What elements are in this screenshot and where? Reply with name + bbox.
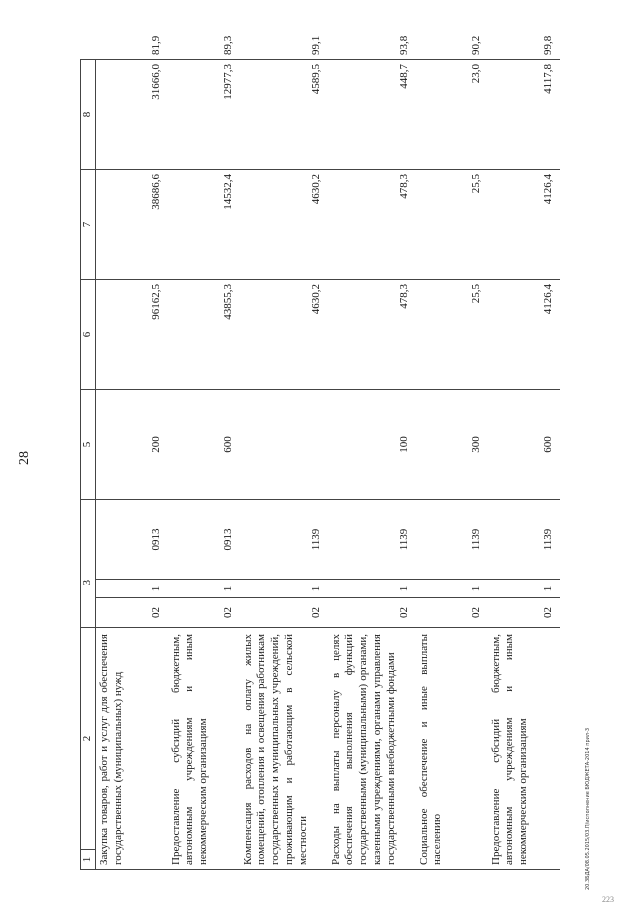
row-name-cell: Закупка товаров, работ и услуг для обеспечения государственных (муниципальных) нужд: [96, 628, 168, 870]
table-row: Предоставление субсидий бюджетным, автономным учреждениям и иным некоммерческим организациям 02 1 1139 600 4126,4 4126,4 4117,8 99,8: [488, 60, 560, 870]
row-name-cell: Предоставление субсидий бюджетным, автономным учреждениям и иным некоммерческим организациям: [168, 628, 240, 870]
row-subsection-code: 1: [328, 580, 416, 598]
row-section-code: 02: [416, 598, 488, 628]
table-row: Закупка товаров, работ и услуг для обеспечения государственных (муниципальных) нужд 02 1 0913 200 96162,5 38686,6 31666,0 81,9: [96, 60, 168, 870]
row-subsection-code: 1: [168, 580, 240, 598]
row-plan-value: 96162,5: [96, 280, 168, 390]
table-row: Компенсация расходов на оплату жилых помещений, отопления и освещения работникам государственных и муниципальных учреждений, проживающим и работающим в сельской местности 02 1 1139 4630,2 4630,2 4589,5 99,1: [240, 60, 328, 870]
row-plan-value: 478,3: [328, 280, 416, 390]
row-expense-type: 200: [96, 390, 168, 500]
header-col-6: 6: [81, 280, 96, 390]
row-executed-value: 4589,5: [240, 60, 328, 170]
row-target-code: 1139: [416, 500, 488, 580]
row-section-code: 02: [240, 598, 328, 628]
row-subsection-code: 1: [416, 580, 488, 598]
budget-table: [80, 35, 560, 870]
row-section-code: 02: [168, 598, 240, 628]
row-subsection-code: 1: [96, 580, 168, 598]
row-executed-value: 4117,8: [488, 60, 560, 170]
row-target-code: 1139: [488, 500, 560, 580]
row-target-code: 0913: [168, 500, 240, 580]
row-expense-type: 100: [328, 390, 416, 500]
row-expense-type: 600: [168, 390, 240, 500]
row-revised-value: 478,3: [328, 170, 416, 280]
row-name-cell: Компенсация расходов на оплату жилых помещений, отопления и освещения работникам государственных и муниципальных учреждений, проживающим и работающим в сельской местности: [240, 628, 328, 870]
row-revised-value: 14532,4: [168, 170, 240, 280]
row-expense-type: 300: [416, 390, 488, 500]
edge-mark: 223: [602, 895, 614, 904]
footer-stamp: 20.ЗБДА/08.05.2015/03.П/исполнение БЮДЖЕТА-2014 прил-3: [585, 727, 591, 890]
row-target-code: 0913: [96, 500, 168, 580]
table-row: Социальное обеспечение и иные выплаты населению 02 1 1139 300 25,5 25,5 23,0 90,2: [416, 60, 488, 870]
header-col-7: 7: [81, 170, 96, 280]
row-expense-type: [240, 390, 328, 500]
row-subsection-code: 1: [240, 580, 328, 598]
row-executed-value: 448,7: [328, 60, 416, 170]
row-executed-value: 12977,3: [168, 60, 240, 170]
row-revised-value: 38686,6: [96, 170, 168, 280]
table-row: Предоставление субсидий бюджетным, автономным учреждениям и иным некоммерческим организациям 02 1 0913 600 43855,3 14532,4 12977,3 89,3: [168, 60, 240, 870]
row-expense-type: 600: [488, 390, 560, 500]
header-col-5: 5: [81, 390, 96, 500]
row-section-code: 02: [488, 598, 560, 628]
header-col-2: 2: [81, 628, 96, 850]
row-plan-value: 4630,2: [240, 280, 328, 390]
page-number: 28: [17, 451, 32, 465]
row-plan-value: 43855,3: [168, 280, 240, 390]
row-target-code: 1139: [240, 500, 328, 580]
row-revised-value: 4126,4: [488, 170, 560, 280]
table-header-row: [81, 60, 96, 870]
budget-table-canvas: [80, 35, 610, 870]
row-plan-value: 25,5: [416, 280, 488, 390]
row-target-code: 1139: [328, 500, 416, 580]
row-revised-value: 25,5: [416, 170, 488, 280]
header-col-1: 1: [81, 850, 96, 870]
row-executed-value: 31666,0: [96, 60, 168, 170]
row-section-code: 02: [328, 598, 416, 628]
row-subsection-code: 1: [488, 580, 560, 598]
row-name-cell: Предоставление субсидий бюджетным, автономным учреждениям и иным некоммерческим организациям: [488, 628, 560, 870]
table-row: Расходы на выплаты персоналу в целях обеспечения выполнения функций государственными (муниципальными) органами, казенными учреждениями, органами управления государственными внебюджетными фондами 02 1 1139 100 478,3 478,3 448,7 93,8: [328, 60, 416, 870]
row-revised-value: 4630,2: [240, 170, 328, 280]
row-name-cell: Расходы на выплаты персоналу в целях обеспечения выполнения функций государственными (муниципальными) органами, казенными учреждениями, органами управления государственными внебюджетными фондами: [328, 628, 416, 870]
row-executed-value: 23,0: [416, 60, 488, 170]
row-plan-value: 4126,4: [488, 280, 560, 390]
row-section-code: 02: [96, 598, 168, 628]
header-col-3: 3: [81, 500, 96, 628]
row-name-cell: Социальное обеспечение и иные выплаты населению: [416, 628, 488, 870]
header-col-8: 8: [81, 60, 96, 170]
